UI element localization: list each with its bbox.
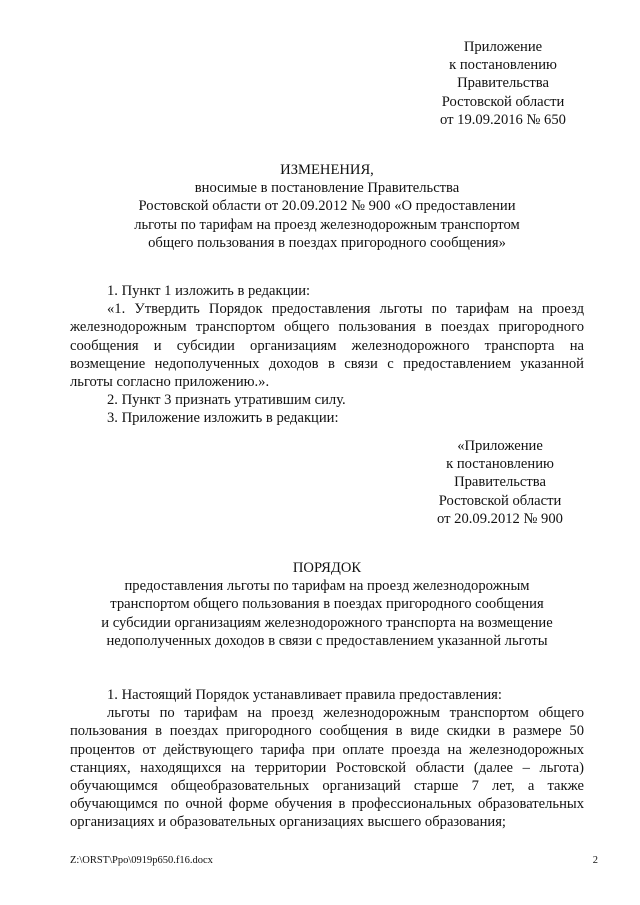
approval-appendix — [400, 437, 600, 528]
changes-title-line: льготы по тарифам на проезд железнодорожным транспортом — [134, 216, 520, 233]
changes-title — [70, 161, 584, 252]
changes-paragraph: 2. Пункт 3 признать утратившим силу. — [107, 392, 346, 409]
order-title-line: транспортом общего пользования в поездах пригородного сообщения — [110, 596, 544, 613]
order-title — [70, 559, 584, 650]
approval-header — [403, 38, 603, 129]
order-paragraph: 1. Настоящий Порядок устанавливает правила предоставления: — [107, 687, 502, 703]
approval-line: от 19.09.2016 № 650 — [440, 111, 566, 128]
changes-title-line: общего пользования в поездах пригородного сообщения» — [148, 234, 506, 251]
approval-line: «Приложение — [457, 438, 543, 454]
approval-line: Ростовской области — [438, 492, 562, 509]
approval-line: Правительства — [454, 474, 546, 491]
order-title-line: предоставления льготы по тарифам на проезд железнодорожным — [124, 578, 530, 595]
approval-line: к постановлению — [449, 57, 557, 74]
changes-paragraph: 3. Приложение изложить в редакции: — [107, 410, 339, 427]
changes-paragraph: «1. Утвердить Порядок предоставления льготы по тарифам на проезд железнодорожным транспортом общего пользования в поездах пригородного сообщения и субсидии организациям железнодорожного транспорта на возмещение недополученных доходов в связи с предоставлением указанной льготы согласно приложению.». — [70, 301, 584, 391]
order-title-line: и субсидии организациям железнодорожного транспорта на возмещение — [101, 614, 553, 631]
approval-line: Приложение — [463, 39, 543, 55]
approval-line: от 20.09.2012 № 900 — [437, 510, 563, 527]
approval-line: к постановлению — [446, 456, 554, 473]
changes-body — [70, 282, 584, 428]
changes-title-line: Ростовской области от 20.09.2012 № 900 «О предоставлении — [138, 198, 516, 215]
order-paragraph: льготы по тарифам на проезд железнодорожным транспортом общего пользования в поездах пригородного сообщения в виде скидки в размере 50 процентов от действующего тарифа при оплате проезда на железнодорожных станциях, находящихся на территории Ростовской области (далее – льгота) обучающимся общеобразовательных организаций старше 7 лет, а также обучающимся по очной форме обучения в профессиональных образовательных организациях и образовательных организациях высшего образования; — [70, 705, 584, 831]
approval-line: Правительства — [457, 75, 549, 92]
changes-title-line: вносимые в постановление Правительства — [194, 180, 460, 197]
page-number: 2 — [592, 855, 598, 866]
file-path: Z:\ORST\Ppo\0919p650.f16.docx — [70, 855, 213, 866]
order-body — [70, 686, 584, 832]
order-heading: ПОРЯДОК — [292, 560, 362, 576]
changes-heading: ИЗМЕНЕНИЯ, — [280, 162, 374, 178]
changes-paragraph: 1. Пункт 1 изложить в редакции: — [107, 283, 311, 299]
approval-line: Ростовской области — [441, 93, 565, 110]
order-title-line: недополученных доходов в связи с предоставлением указанной льготы — [106, 632, 548, 649]
